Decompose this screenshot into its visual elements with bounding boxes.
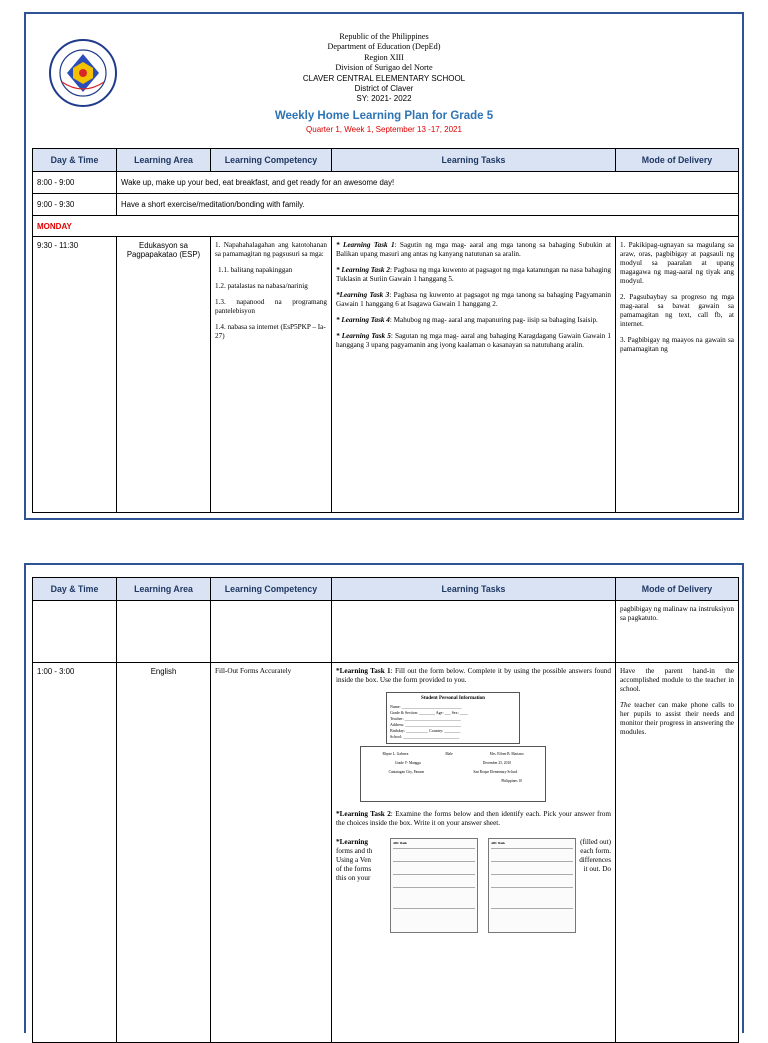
learning-tasks [332, 237, 616, 513]
table-header-row [33, 578, 739, 601]
competency-item: 1.2. patalastas na nabasa/narinig [215, 282, 308, 290]
col-header-mode-of-delivery: Mode of Delivery [616, 578, 739, 601]
form-field: Grade & Section: ________ Age: ___ Sex: ____ [390, 710, 468, 715]
bank-form-image-1: ABC Bank [390, 838, 478, 933]
delivery-item: The teacher can make phone calls to her pupils to assist their needs and monitor their progress in answering the modules. [620, 701, 734, 736]
mode-of-delivery [616, 237, 739, 513]
learning-tasks [332, 663, 616, 1043]
row-activity: Wake up, make up your bed, eat breakfast, and get ready for an awesome day! [117, 172, 739, 194]
header-line-district: District of Claver [354, 84, 414, 94]
task-label: * Learning Task 4 [336, 316, 390, 324]
task-text: : Examine the forms below and then identify each. Pick your answer from the choices inside the box. Write it on your answer sheet. [336, 810, 611, 827]
task-text: : Fill out the form below. Complete it by using the possible answers found inside the box. Use the form provided to you. [336, 667, 611, 684]
day-row [33, 216, 739, 237]
header-line-region: Region XIII [364, 52, 404, 62]
plan-subtitle: Quarter 1, Week 1, September 13 -17, 2021 [306, 124, 462, 134]
table-header-row [33, 149, 739, 172]
school-header [26, 14, 742, 105]
table-row [33, 194, 739, 216]
task-item [336, 667, 611, 685]
col-header-day-time: Day & Time [33, 578, 117, 601]
task-text: : Pagbasa ng kuwento at pagsagot ng mga tanong sa bahaging Pagyamanin Gawain 1 hanggang 6 at Isagawa Gawain 1 hanggang 2. [336, 291, 611, 308]
col-header-mode-of-delivery: Mode of Delivery [616, 149, 739, 172]
competency-item: 1.4. nabasa sa internet (EsP5PKP – Ia- 27) [215, 323, 326, 340]
learning-area: English [117, 663, 211, 1043]
page-2 [24, 563, 744, 1033]
day-label-monday: MONDAY [33, 216, 739, 237]
competency-item: 1.1. balitang napakinggan [218, 266, 293, 274]
table-row [33, 601, 739, 663]
col-header-learning-area: Learning Area [117, 578, 211, 601]
form-field: Birthday: ___________ Country: ________ [390, 728, 461, 733]
header-line-deped: Department of Education (DepEd) [327, 42, 441, 52]
form-field: Name: ______________________________ [390, 704, 462, 709]
learning-competency: Fill-Out Forms Accurately [211, 663, 332, 1043]
task-text: : Pagbasa ng mga kuwento at pagsagot ng mga katanungan na nasa bahaging Tuklasin at Suriin Gawain 1 hanggang 5. [336, 266, 611, 283]
delivery-item: Have the parent hand-in the accomplished module to the teacher in school. [620, 667, 734, 693]
task-item [336, 332, 611, 350]
learning-area: Edukasyon sa Pagpapakatao (ESP) [117, 237, 211, 513]
header-line-school: CLAVER CENTRAL ELEMENTARY SCHOOL [302, 73, 466, 83]
answer-choices-box: Rhyne L. Gabrera Male Mrs. Elfren B. Mariano Grade V- Mangga December 25, 2010 Cantatugan City, Panaon San Roque Elementary School Philippines 10 [360, 746, 546, 802]
form-field: Address: ____________________________ [390, 722, 462, 727]
plan-title: Weekly Home Learning Plan for Grade 5 [274, 109, 494, 122]
col-header-learning-competency: Learning Competency [211, 149, 332, 172]
task-label: * Learning Task 2 [336, 266, 390, 274]
task-text: : Mahubog ng mag- aaral ang mapanuring pag- iisip sa bahaging Isaisip. [389, 316, 598, 324]
col-header-learning-competency: Learning Competency [211, 578, 332, 601]
form-title: Student Personal Information [421, 696, 485, 701]
task-label: * Learning Task 5 [336, 332, 391, 340]
task-label: *Learning Task 3 [336, 291, 390, 299]
learning-plan-table-page2 [32, 577, 739, 1043]
task3-block: *Learning forms and th Using a Ven of the forms this on your (filled out) each form. differences it out. Do ABC Bank ABC Bank [336, 838, 611, 958]
col-header-learning-area: Learning Area [117, 149, 211, 172]
task-item [336, 241, 611, 259]
mode-of-delivery [616, 663, 739, 1043]
task-label: *Learning Task 1 [336, 667, 391, 675]
task-label: * Learning Task 1 [336, 241, 395, 249]
form-field: School: ____________________________ [390, 734, 460, 739]
col-header-day-time: Day & Time [33, 149, 117, 172]
competency-item: 1. Napahahalagahan ang katotohanan sa pamamagitan ng pagsusuri sa mga: [215, 241, 327, 258]
header-line-division: Division of Surigao del Norte [335, 63, 433, 73]
header-line-republic: Republic of the Philippines [339, 32, 429, 41]
header-line-sy: SY: 2021- 2022 [356, 94, 412, 104]
student-info-form [386, 692, 520, 744]
page-1 [24, 12, 744, 520]
row-time: 9:30 - 11:30 [33, 237, 117, 513]
table-row [33, 237, 739, 513]
task-item [336, 266, 611, 284]
task-label: *Learning [336, 838, 368, 846]
task-item [336, 291, 611, 309]
table-row [33, 663, 739, 1043]
task-text: : Sagutan ng mga mag- aaral ang bahaging Karagdagang Gawain Gawain 1 hanggang 3 upang pagyamanin ang iyong kaalaman o kasanayan sa natutuhang aralin. [336, 332, 611, 349]
competency-item: 1.3. napanood na programang pantelebisyon [215, 298, 327, 315]
delivery-item: 2. Pagsubaybay sa progreso ng mga mag-aaral sa bawat gawain sa pamamagitan ng text, call fb, at internet. [620, 293, 734, 328]
row-time: 8:00 - 9:00 [33, 172, 117, 194]
delivery-item: 1. Pakikipag-ugnayan sa magulang sa araw, oras, pagbibigay at pagsauli ng modyul sa paaralan at upang magagawa ng mag-aaral ng tiyak ang modyul. [620, 241, 734, 285]
row-activity: Have a short exercise/meditation/bonding with family. [117, 194, 739, 216]
mode-of-delivery: pagbibigay ng malinaw na instruksiyon sa pagkatuto. [616, 601, 739, 663]
form-field: Teacher: ____________________________ [390, 716, 461, 721]
deped-seal-logo [48, 38, 118, 108]
bank-form-image-2: ABC Bank [488, 838, 576, 933]
task-item [336, 810, 611, 828]
col-header-learning-tasks: Learning Tasks [332, 578, 616, 601]
learning-plan-table-page1 [32, 148, 739, 513]
row-time: 1:00 - 3:00 [33, 663, 117, 1043]
learning-competency [211, 237, 332, 513]
task-text: : Sagutin ng mga mag- aaral ang mga tanong sa bahaging Subukin at Balikan upang masuri ang antas ng kanyang natutunan sa aralin. [336, 241, 611, 258]
delivery-item: 3. Pagbibigay ng maayos na gawain sa pamamagitan ng [620, 336, 734, 353]
table-row [33, 172, 739, 194]
row-time: 9:00 - 9:30 [33, 194, 117, 216]
task-label: *Learning Task 2 [336, 810, 391, 818]
task-item [336, 316, 611, 325]
col-header-learning-tasks: Learning Tasks [332, 149, 616, 172]
